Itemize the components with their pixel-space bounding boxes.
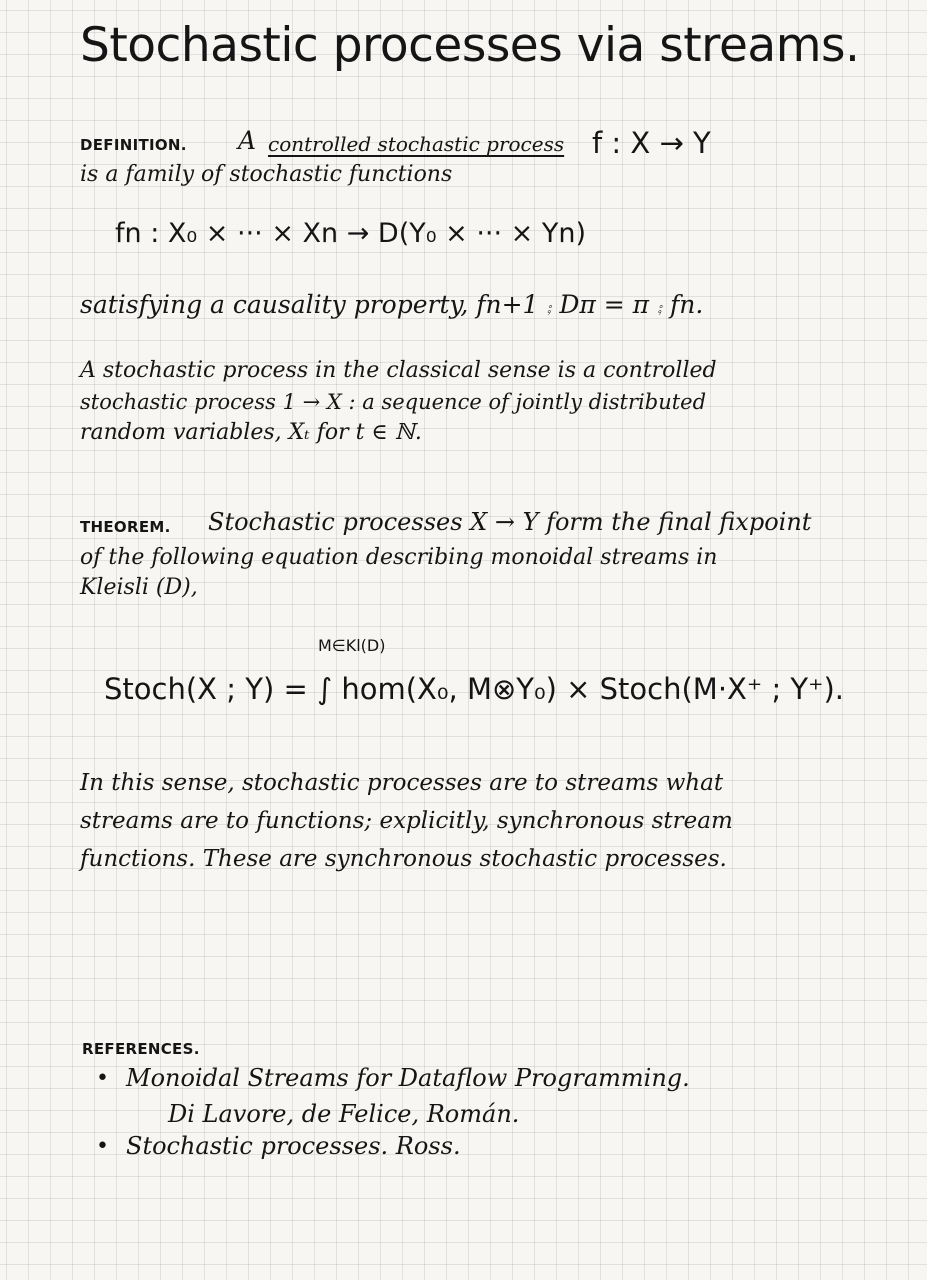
theorem-line-2: of the following equation describing monoidal streams in — [80, 545, 718, 570]
reference-1-title: Monoidal Streams for Dataflow Programming. — [126, 1064, 690, 1092]
theorem-equation: Stoch(X ; Y) = ∫ hom(X₀, M⊗Y₀) × Stoch(M·X⁺ ; Y⁺). — [104, 672, 844, 706]
reference-1-authors: Di Lavore, de Felice, Román. — [168, 1100, 520, 1128]
theorem-line-3: Kleisli (D), — [80, 575, 198, 600]
integral-index: M∈Kl(D) — [318, 636, 386, 655]
references-label: REFERENCES. — [82, 1040, 200, 1058]
definition-term: controlled stochastic process — [268, 132, 565, 156]
causality-line: satisfying a causality property, fn+1 ⨾ Dπ = π ⨾ fn. — [80, 290, 704, 319]
theorem-line-1: Stochastic processes X → Y form the final fixpoint — [208, 508, 812, 536]
definition-formula: fn : X₀ × ··· × Xn → D(Y₀ × ··· × Yn) — [115, 218, 587, 249]
bullet-icon: • — [96, 1066, 109, 1091]
classical-line-2: stochastic process 1 → X : a sequence of jointly distributed — [80, 390, 707, 414]
bullet-icon: • — [96, 1134, 109, 1159]
page-title: Stochastic processes via streams. — [80, 18, 860, 73]
definition-signature: f : X → Y — [592, 126, 711, 160]
definition-intro: A — [238, 126, 257, 155]
remark-line-2: streams are to functions; explicitly, synchronous stream — [80, 808, 733, 834]
theorem-label: THEOREM. — [80, 518, 171, 536]
reference-2: Stochastic processes. Ross. — [126, 1132, 461, 1160]
remark-line-3: functions. These are synchronous stochastic processes. — [80, 846, 727, 872]
remark-line-1: In this sense, stochastic processes are to streams what — [80, 770, 724, 796]
definition-line-2: is a family of stochastic functions — [80, 162, 453, 187]
classical-line-3: random variables, Xₜ for t ∈ ℕ. — [80, 420, 422, 445]
classical-line-1: A stochastic process in the classical sense is a controlled — [80, 358, 717, 383]
definition-label: DEFINITION. — [80, 136, 187, 154]
